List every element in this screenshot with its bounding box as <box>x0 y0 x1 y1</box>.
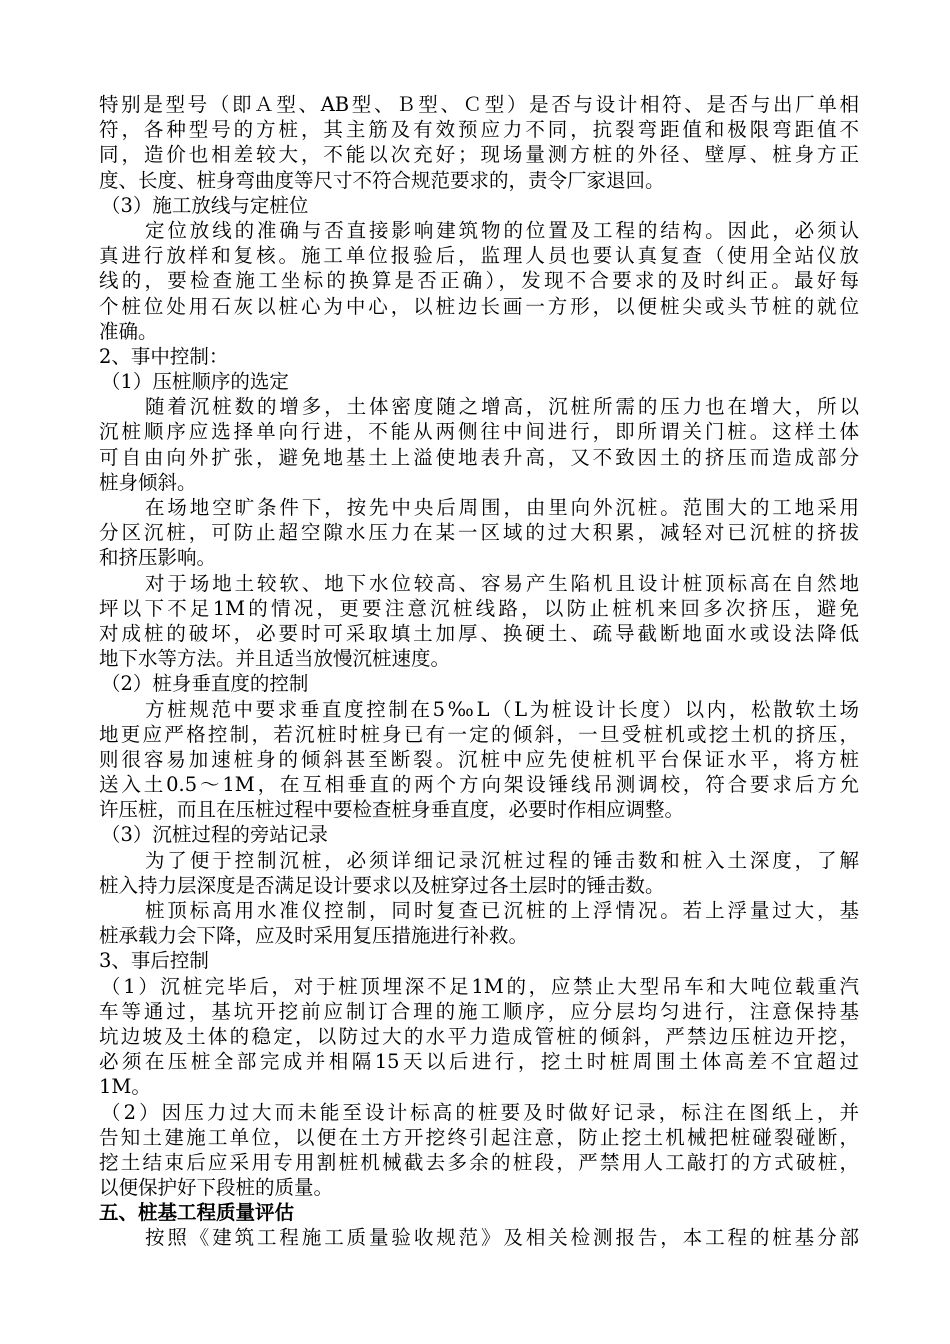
text-line: 告知土建施工单位，以便在土方开挖终引起注意，防止挖土机械把桩碰裂碰断， <box>99 1125 859 1149</box>
text-line: 随着沉桩数的增多，土体密度随之增高，沉桩所需的压力也在增大，所以 <box>145 395 859 419</box>
text-line: 沉桩顺序应选择单向行进，不能从两侧往中间进行，即所谓关门桩。这样土体 <box>99 420 859 444</box>
text-line: 桩身倾斜。 <box>99 470 197 494</box>
text-line: （3）沉桩过程的旁站记录 <box>101 823 328 847</box>
text-line: 对于场地土较软、地下水位较高、容易产生陷机且设计桩顶标高在自然地 <box>145 571 859 595</box>
text-line: （2）因压力过大而未能至设计标高的桩要及时做好记录，标注在图纸上，并 <box>101 1100 859 1124</box>
text-line: （1）压桩顺序的选定 <box>101 370 289 394</box>
text-line: 线的，要检查施工坐标的换算是否正确），发现不合要求的及时纠正。最好每 <box>99 269 859 293</box>
text-line: （2）桩身垂直度的控制 <box>101 672 309 696</box>
text-line: （1）沉桩完毕后，对于桩顶埋深不足1M的，应禁止大型吊车和大吨位载重汽 <box>101 974 859 998</box>
section-heading: 五、桩基工程质量评估 <box>99 1201 295 1225</box>
text-line: 挖土结束后应采用专用割桩机械截去多余的桩段，严禁用人工敲打的方式破桩， <box>99 1150 859 1174</box>
text-line: 3、事后控制 <box>99 949 209 973</box>
text-line: 送入土0.5～1M，在互相垂直的两个方向架设锤线吊测调校，符合要求后方允 <box>99 773 859 797</box>
text-line: 方桩规范中要求垂直度控制在5‰L（L为桩设计长度）以内，松散软土场 <box>145 697 859 721</box>
text-line: 必须在压桩全部完成并相隔15天以后进行，挖土时桩周围土体高差不宜超过 <box>99 1050 859 1074</box>
document-page <box>99 92 859 1251</box>
text-line: 1M。 <box>99 1075 151 1099</box>
text-line: 按照《建筑工程施工质量验收规范》及相关检测报告，本工程的桩基分部 <box>145 1226 859 1250</box>
text-line: 在场地空旷条件下，按先中央后周围，由里向外沉桩。范围大的工地采用 <box>145 496 859 519</box>
text-line: 同，造价也相差较大，不能以次充好；现场量测方桩的外径、壁厚、桩身方正 <box>99 143 859 167</box>
text-line: 坑边坡及土体的稳定，以防过大的水平力造成管桩的倾斜，严禁边压桩边开挖， <box>99 1024 859 1048</box>
text-line: 度、长度、桩身弯曲度等尺寸不符合规范要求的，责令厂家退回。 <box>99 168 665 192</box>
text-line: 以便保护好下段桩的质量。 <box>99 1176 334 1200</box>
text-line: 桩承载力会下降，应及时采用复压措施进行补救。 <box>99 924 529 948</box>
text-line: 地更应严格控制，若沉桩时桩身已有一定的倾斜，一旦受桩机或挖土机的挤压， <box>99 722 859 746</box>
text-line: 分区沉桩，可防止超空隙水压力在某一区域的过大积累，减轻对已沉桩的挤拔 <box>99 521 859 545</box>
text-line: 坪以下不足1M的情况，更要注意沉桩线路，以防止桩机来回多次挤压，避免 <box>99 596 859 620</box>
text-line: 桩入持力层深度是否满足设计要求以及桩穿过各土层时的锤击数。 <box>99 873 665 897</box>
text-line: 个桩位处用石灰以桩心为中心，以桩边长画一方形，以便桩尖或头节桩的就位 <box>99 294 859 318</box>
text-line: 定位放线的准确与否直接影响建筑物的位置及工程的结构。因此，必须认 <box>145 218 859 242</box>
text-line: 符，各种型号的方桩，其主筋及有效预应力不同，抗裂弯距值和极限弯距值不 <box>99 118 859 142</box>
text-line: 2、事中控制： <box>99 344 229 368</box>
text-line: 桩顶标高用水准仪控制，同时复查已沉桩的上浮情况。若上浮量过大，基 <box>145 899 859 922</box>
text-line: 真进行放样和复核。施工单位报验后，监理人员也要认真复查（使用全站仪放 <box>99 244 859 268</box>
text-line: 为了便于控制沉桩，必须详细记录沉桩过程的锤击数和桩入土深度，了解 <box>145 848 859 872</box>
text-line: 准确。 <box>99 319 158 343</box>
text-line: 可自由向外扩张，避免地基土上溢使地表升高，又不致因土的挤压而造成部分 <box>99 445 859 469</box>
text-line: 则很容易加速桩身的倾斜甚至断裂。沉桩中应先使桩机平台保证水平，将方桩 <box>99 747 859 771</box>
text-line: 对成桩的破坏，必要时可采取填土加厚、换硬土、疏导截断地面水或设法降低 <box>99 621 859 645</box>
text-line: 和挤压影响。 <box>99 546 217 570</box>
text-line: 许压桩，而且在压桩过程中要检查桩身垂直度，必要时作相应调整。 <box>99 798 685 822</box>
text-line: 特别是型号（即Ａ型、AB型、Ｂ型、Ｃ型）是否与设计相符、是否与出厂单相 <box>99 93 859 116</box>
text-line: （3）施工放线与定桩位 <box>101 193 309 217</box>
text-line: 车等通过，基坑开挖前应制订合理的施工顺序，应分层均匀进行，注意保持基 <box>99 999 859 1023</box>
text-line: 地下水等方法。并且适当放慢沉桩速度。 <box>99 647 451 671</box>
